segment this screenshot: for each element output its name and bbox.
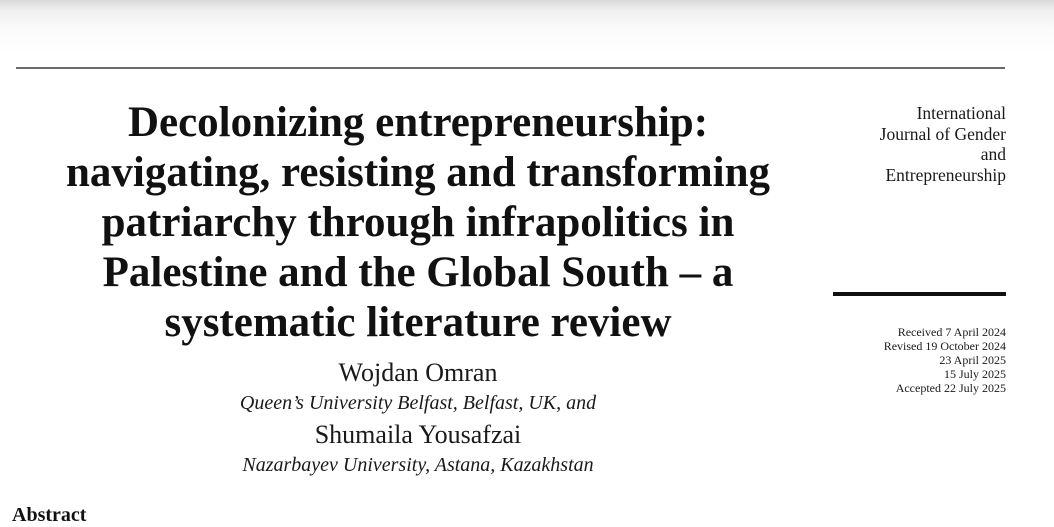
previous-page-edge: [0, 0, 1054, 52]
author-name: Shumaila Yousafzai: [314, 420, 522, 449]
author-affiliation: Nazarbayev University, Astana, Kazakhstan: [242, 454, 594, 476]
history-line: 23 April 2025: [939, 353, 1006, 367]
journal-name-line: and: [980, 144, 1006, 164]
title-line: Decolonizing entrepreneurship:: [127, 99, 709, 146]
journal-name: [830, 103, 1006, 185]
journal-name-line: International: [916, 103, 1006, 123]
header-rule: [16, 67, 1005, 69]
history-line: 15 July 2025: [943, 367, 1006, 381]
history-line: Received 7 April 2024: [897, 325, 1006, 339]
title-line: systematic literature review: [164, 299, 672, 346]
title-line: navigating, resisting and transforming: [66, 149, 770, 196]
journal-name-line: Entrepreneurship: [885, 164, 1006, 185]
article-title: [10, 98, 826, 348]
publication-history: [830, 325, 1006, 395]
journal-divider: [833, 292, 1006, 296]
journal-name-line: Journal of Gender: [879, 123, 1006, 144]
history-line: Accepted 22 July 2025: [895, 381, 1006, 395]
history-line: Revised 19 October 2024: [883, 339, 1006, 353]
title-line: patriarchy through infrapolitics in: [101, 199, 735, 246]
title-line: Palestine and the Global South – a: [102, 249, 734, 296]
author-name: Wojdan Omran: [338, 358, 498, 387]
author-affiliation: Queen’s University Belfast, Belfast, UK, and: [239, 392, 597, 414]
abstract-heading: Abstract: [12, 504, 87, 526]
